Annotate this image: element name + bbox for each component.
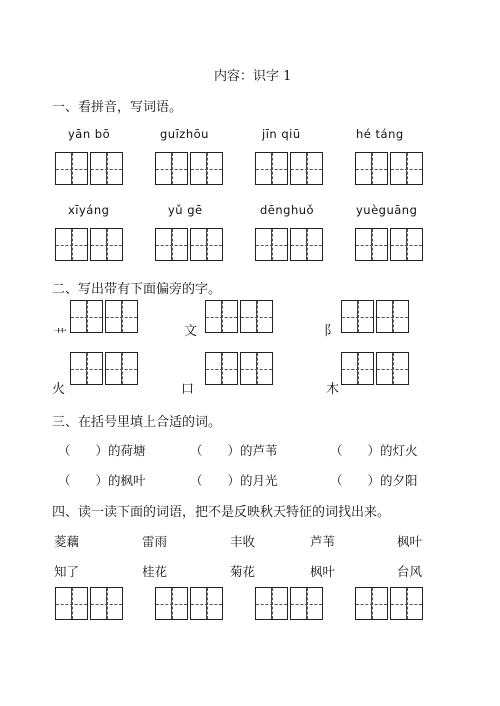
grid-cell[interactable] — [255, 228, 288, 261]
word-2-4: 枫叶 — [310, 564, 336, 579]
grid-cell[interactable] — [205, 352, 238, 385]
grid-cell[interactable] — [190, 152, 223, 185]
grid-cell[interactable] — [390, 152, 423, 185]
radical-3: 阝 — [324, 324, 338, 339]
section1-heading: 一、看拼音，写词语。 — [52, 100, 183, 115]
grid-cell[interactable] — [290, 587, 323, 620]
pinyin-6: yǔ gē — [168, 203, 203, 217]
grid-cell[interactable] — [240, 300, 273, 333]
writing-grid-1[interactable] — [55, 152, 123, 185]
grid-cell[interactable] — [355, 587, 388, 620]
word-2-5: 台风 — [397, 564, 423, 579]
section3-heading: 三、在括号里填上合适的词。 — [52, 415, 222, 430]
grid-cell[interactable] — [155, 587, 188, 620]
worksheet-title: 内容：识字 1 — [214, 69, 292, 84]
radical-2: 文 — [184, 324, 198, 339]
radical-6: 木 — [326, 382, 340, 397]
grid-cell[interactable] — [355, 152, 388, 185]
fill-blank-6[interactable]: （ ）的夕阳 — [330, 473, 418, 488]
grid-cell[interactable] — [290, 228, 323, 261]
fill-blank-1[interactable]: （ ）的荷塘 — [58, 443, 146, 458]
grid-cell[interactable] — [90, 228, 123, 261]
answer-grid-4[interactable] — [355, 587, 423, 620]
radical-grid-4[interactable] — [70, 352, 138, 385]
grid-cell[interactable] — [55, 228, 88, 261]
grid-cell[interactable] — [190, 228, 223, 261]
section4-heading: 四、读一读下面的词语，把不是反映秋天特征的词找出来。 — [52, 505, 391, 520]
word-1-5: 枫叶 — [397, 534, 423, 549]
grid-cell[interactable] — [90, 152, 123, 185]
grid-cell[interactable] — [390, 587, 423, 620]
word-2-1: 知了 — [54, 564, 80, 579]
answer-grid-2[interactable] — [155, 587, 223, 620]
word-1-4: 芦苇 — [310, 534, 336, 549]
grid-cell[interactable] — [105, 352, 138, 385]
grid-cell[interactable] — [55, 152, 88, 185]
radical-grid-6[interactable] — [341, 352, 409, 385]
fill-blank-3[interactable]: （ ）的灯火 — [330, 443, 418, 458]
word-2-3: 菊花 — [230, 564, 256, 579]
grid-cell[interactable] — [55, 587, 88, 620]
writing-grid-7[interactable] — [255, 228, 323, 261]
fill-blank-4[interactable]: （ ）的枫叶 — [58, 473, 146, 488]
writing-grid-6[interactable] — [155, 228, 223, 261]
word-1-2: 雷雨 — [142, 534, 168, 549]
grid-cell[interactable] — [290, 152, 323, 185]
grid-cell[interactable] — [155, 228, 188, 261]
grid-cell[interactable] — [390, 228, 423, 261]
pinyin-5: xīyáng — [68, 203, 110, 217]
answer-grid-1[interactable] — [55, 587, 123, 620]
radical-grid-1[interactable] — [70, 300, 138, 333]
pinyin-2: guīzhōu — [160, 127, 209, 141]
grid-cell[interactable] — [190, 587, 223, 620]
grid-cell[interactable] — [105, 300, 138, 333]
section2-heading: 二、写出带有下面偏旁的字。 — [52, 282, 222, 297]
fill-blank-2[interactable]: （ ）的芦苇 — [190, 443, 278, 458]
grid-cell[interactable] — [376, 300, 409, 333]
word-2-2: 桂花 — [142, 564, 168, 579]
grid-cell[interactable] — [255, 152, 288, 185]
radical-grid-3[interactable] — [341, 300, 409, 333]
grid-cell[interactable] — [341, 300, 374, 333]
radical-grid-2[interactable] — [205, 300, 273, 333]
grid-cell[interactable] — [90, 587, 123, 620]
grid-cell[interactable] — [70, 300, 103, 333]
fill-blank-5[interactable]: （ ）的月光 — [190, 473, 278, 488]
writing-grid-3[interactable] — [255, 152, 323, 185]
radical-5: 口 — [181, 382, 195, 397]
pinyin-1: yān bō — [68, 127, 111, 141]
grid-cell[interactable] — [155, 152, 188, 185]
writing-grid-8[interactable] — [355, 228, 423, 261]
writing-grid-4[interactable] — [355, 152, 423, 185]
radical-grid-5[interactable] — [205, 352, 273, 385]
pinyin-8: yuèguāng — [356, 203, 418, 217]
grid-cell[interactable] — [376, 352, 409, 385]
grid-cell[interactable] — [341, 352, 374, 385]
pinyin-3: jīn qiū — [262, 127, 301, 141]
grid-cell[interactable] — [255, 587, 288, 620]
radical-1: 艹 — [54, 328, 68, 343]
grid-cell[interactable] — [355, 228, 388, 261]
radical-4: 火 — [52, 382, 66, 397]
writing-grid-5[interactable] — [55, 228, 123, 261]
word-1-3: 丰收 — [230, 534, 256, 549]
word-1-1: 菱藕 — [54, 534, 80, 549]
writing-grid-2[interactable] — [155, 152, 223, 185]
pinyin-4: hé táng — [356, 127, 404, 141]
answer-grid-3[interactable] — [255, 587, 323, 620]
grid-cell[interactable] — [205, 300, 238, 333]
grid-cell[interactable] — [240, 352, 273, 385]
pinyin-7: dēnghuǒ — [260, 203, 315, 217]
grid-cell[interactable] — [70, 352, 103, 385]
